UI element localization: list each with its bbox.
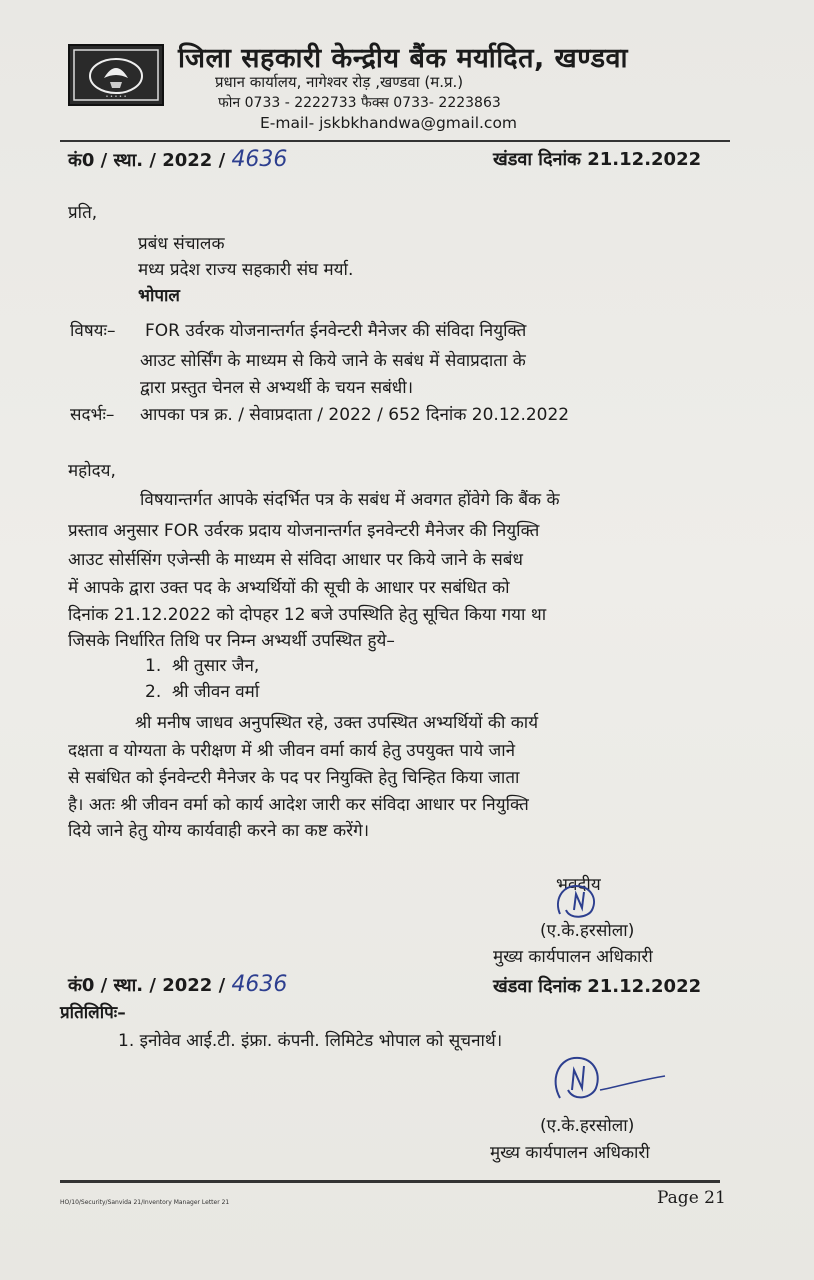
reference-number xyxy=(68,147,287,172)
para2-line-3: से सबंधित को ईनवेन्टरी मैनेजर के पद पर नियुक्ति हेतु चिन्हित किया जाता xyxy=(68,768,520,788)
salutation: महोदय, xyxy=(68,461,116,481)
reference-letter-text: आपका पत्र क्र. / सेवाप्रदाता / 2022 / 652 दिनांक 20.12.2022 xyxy=(140,405,570,425)
para1-line-6: जिसके निर्धारित तिथि पर निम्न अभ्यर्थी उपस्थित हुये– xyxy=(68,631,395,651)
para2-line-1: श्री मनीष जाधव अनुपस्थित रहे, उक्त उपस्थित अभ्यर्थियों की कार्य xyxy=(135,713,539,733)
para1-line-3: आउट सोर्ससिंग एजेन्सी के माध्यम से संविदा आधार पर किये जाने के सबंध xyxy=(68,550,523,570)
signatory-name-2: (ए.के.हरसोला) xyxy=(540,1116,635,1136)
subject-line-1: FOR उर्वरक योजनान्तर्गत ईनवेन्टरी मैनेजर की संविदा नियुक्ति xyxy=(145,321,527,341)
candidate-name: श्री तुसार जैन, xyxy=(172,656,260,676)
bank-emblem-logo xyxy=(68,44,164,106)
copy-reference-number xyxy=(68,972,287,997)
reference-letter-label: सदर्भः– xyxy=(70,405,115,425)
para2-line-2: दक्षता व योग्यता के परीक्षण में श्री जीवन वर्मा कार्य हेतु उपयुक्त पाये जाने xyxy=(68,741,516,761)
signatory-designation: मुख्य कार्यपालन अधिकारी xyxy=(493,947,653,967)
reference-number-text: कं0 / स्था. / 2022 / xyxy=(68,150,226,171)
letterhead-divider xyxy=(60,140,730,142)
para2-line-5: दिये जाने हेतु योग्य कार्यवाही करने का कष्ट करेंगे। xyxy=(68,821,370,841)
copy-handwritten-dispatch-number: 4636 xyxy=(231,972,288,997)
emblem-icon xyxy=(70,46,162,104)
copy-label: प्रतिलिपिः– xyxy=(60,1003,126,1023)
copy-reference-date: खंडवा दिनांक 21.12.2022 xyxy=(493,976,702,997)
subject-line-3: द्वारा प्रस्तुत चेनल से अभ्यर्थी के चयन सबंधी। xyxy=(140,378,414,398)
candidate-item xyxy=(145,679,259,702)
bank-name: जिला सहकारी केन्द्रीय बैंक मर्यादित, खण्डवा xyxy=(178,43,629,74)
copy-recipient-1: 1. इनोवेव आई.टी. इंफ्रा. कंपनी. लिमिटेड भोपाल को सूचनार्थ। xyxy=(118,1031,503,1051)
para1-line-5: दिनांक 21.12.2022 को दोपहर 12 बजे उपस्थिति हेतु सूचित किया गया था xyxy=(68,605,547,625)
signature-mark-2 xyxy=(540,1050,670,1112)
svg-text:• • • • •: • • • • • xyxy=(105,94,127,100)
page-number: Page 21 xyxy=(657,1188,726,1208)
recipient-to: प्रति, xyxy=(68,203,98,223)
recipient-designation: प्रबंध संचालक xyxy=(138,234,225,254)
copy-reference-number-text: कं0 / स्था. / 2022 / xyxy=(68,975,226,996)
candidate-number: 2. xyxy=(145,682,162,702)
closing-yours-faithfully: भवदीय xyxy=(556,875,601,895)
bank-phone-fax: फोन 0733 - 2222733 फैक्स 0733- 2223863 xyxy=(218,95,501,111)
signatory-name: (ए.के.हरसोला) xyxy=(540,921,635,941)
handwritten-dispatch-number: 4636 xyxy=(231,147,288,172)
recipient-organisation: मध्य प्रदेश राज्य सहकारी संघ मर्या. xyxy=(138,260,354,280)
footer-divider xyxy=(60,1180,720,1183)
footer-file-path: HO/10/Security/Sanvida 21/Inventory Manager Letter 21 xyxy=(60,1199,230,1206)
bank-address: प्रधान कार्यालय, नागेश्वर रोड़ ,खण्डवा (म.प्र.) xyxy=(215,73,464,91)
subject-line-2: आउट सोर्सिंग के माध्यम से किये जाने के सबंध में सेवाप्रदाता के xyxy=(140,351,526,371)
signatory-designation-2: मुख्य कार्यपालन अधिकारी xyxy=(490,1143,650,1163)
signature-mark-1 xyxy=(548,880,608,922)
candidate-item xyxy=(145,653,259,676)
para2-line-4: है। अतः श्री जीवन वर्मा को कार्य आदेश जारी कर संविदा आधार पर नियुक्ति xyxy=(68,795,529,815)
bank-email: E-mail- jskbkhandwa@gmail.com xyxy=(260,114,518,132)
subject-label: विषयः– xyxy=(70,321,116,341)
reference-date: खंडवा दिनांक 21.12.2022 xyxy=(493,149,702,170)
candidate-name: श्री जीवन वर्मा xyxy=(172,682,260,702)
para1-line-4: में आपके द्वारा उक्त पद के अभ्यर्थियों की सूची के आधार पर सबंधित को xyxy=(68,578,510,598)
candidate-number: 1. xyxy=(145,656,162,676)
recipient-city: भोपाल xyxy=(138,286,180,306)
para1-line-2: प्रस्ताव अनुसार FOR उर्वरक प्रदाय योजनान्तर्गत इनवेन्टरी मैनेजर की नियुक्ति xyxy=(68,521,540,541)
para1-line-1: विषयान्तर्गत आपके संदर्भित पत्र के सबंध में अवगत होंवेगे कि बैंक के xyxy=(140,490,560,510)
